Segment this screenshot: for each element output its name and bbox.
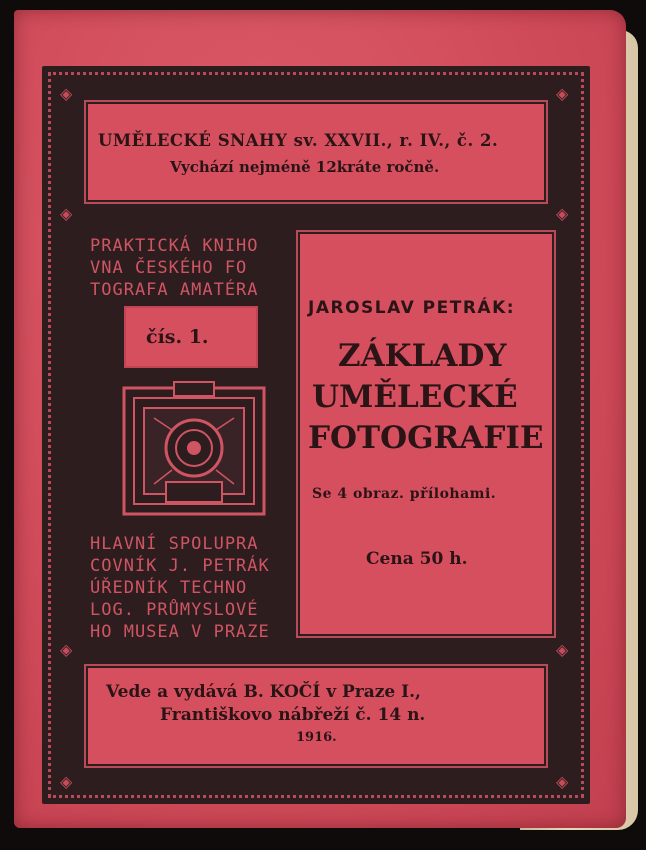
price: Cena 50 h.: [366, 549, 468, 569]
camera-icon: [120, 378, 268, 524]
subtitle: Se 4 obraz. přílohami.: [312, 486, 497, 502]
title-line-2: UMĚLECKÉ: [312, 379, 518, 415]
left-footer-line-4: LOG. PRŮMYSLOVÉ: [90, 600, 259, 620]
ornament-icon: ◈: [60, 772, 73, 791]
publisher-line-1: Vede a vydává B. KOČÍ v Praze I.,: [106, 682, 421, 702]
left-footer-line-5: HO MUSEA V PRAZE: [90, 622, 270, 642]
series-frequency: Vychází nejméně 12kráte ročně.: [170, 158, 440, 176]
title-line-1: ZÁKLADY: [338, 338, 507, 374]
series-header-box: [88, 104, 544, 200]
title-line-3: FOTOGRAFIE: [308, 420, 544, 456]
author-name: JAROSLAV PETRÁK:: [308, 298, 516, 318]
publication-year: 1916.: [296, 730, 337, 745]
ornament-icon: ◈: [60, 84, 73, 103]
ornament-icon: ◈: [556, 84, 569, 103]
left-heading-line-3: TOGRAFA AMATÉRA: [90, 280, 259, 300]
volume-number: čís. 1.: [146, 326, 209, 348]
publisher-line-2: Františkovo nábřeží č. 14 n.: [160, 705, 426, 725]
left-footer-line-3: ÚŘEDNÍK TECHNO: [90, 578, 248, 598]
series-title: UMĚLECKÉ SNAHY sv. XXVII., r. IV., č. 2.: [98, 131, 499, 150]
ornament-icon: ◈: [60, 204, 73, 223]
ornament-icon: ◈: [60, 640, 73, 659]
left-footer-line-1: HLAVNÍ SPOLUPRA: [90, 534, 259, 554]
left-footer-line-2: COVNÍK J. PETRÁK: [90, 556, 270, 576]
ornament-icon: ◈: [556, 772, 569, 791]
left-heading-line-1: PRAKTICKÁ KNIHO: [90, 236, 259, 256]
ornament-icon: ◈: [556, 204, 569, 223]
ornament-icon: ◈: [556, 640, 569, 659]
left-heading-line-2: VNA ČESKÉHO FO: [90, 258, 248, 278]
